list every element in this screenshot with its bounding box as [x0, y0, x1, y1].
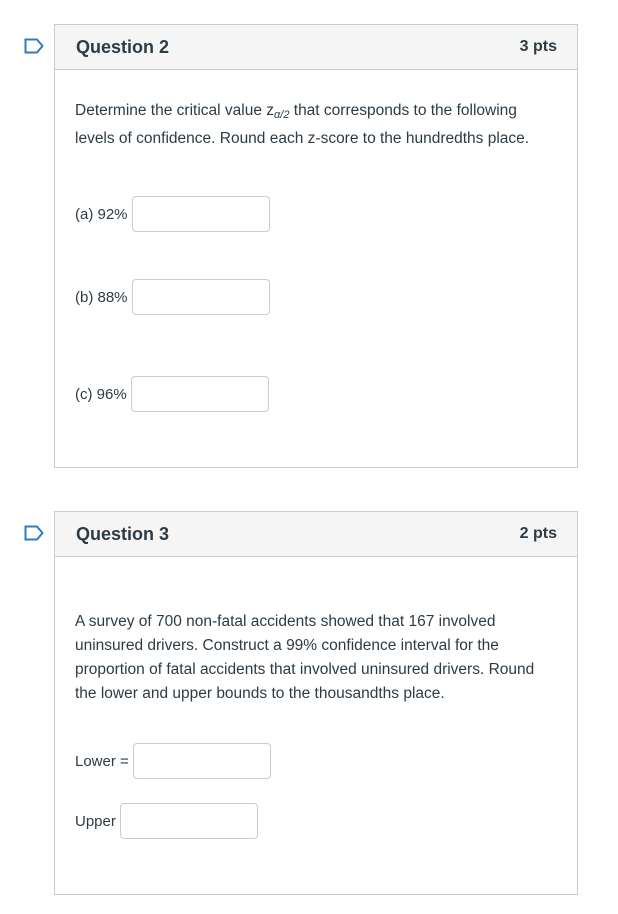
- answer-input-b[interactable]: [132, 279, 270, 315]
- answer-label-upper: Upper: [75, 812, 116, 830]
- question-3-card: [54, 511, 578, 895]
- question-text: Determine the critical value $z_{\alpha/2}$ that corresponds to the following levels of confidence. Round each z-score to the hundredths place.: [75, 102, 530, 147]
- answer-row-a: [75, 196, 270, 232]
- answer-label-b: (b) 88%: [75, 288, 128, 306]
- answer-row-lower: [75, 743, 271, 779]
- question-title: Question 3: [76, 523, 170, 544]
- question-text: A survey of 700 non-fatal accidents showed that 167 involved uninsured drivers. Construct a 99% confidence interval for the proportion of fatal accidents that involved uninsured drivers. Round the lower and upper bounds to the thousandths place.: [75, 613, 535, 702]
- bookmark-flag-icon[interactable]: [24, 525, 44, 541]
- question-2-card: [54, 24, 578, 468]
- answer-input-c[interactable]: [131, 376, 269, 412]
- answer-row-c: [75, 376, 269, 412]
- answer-label-lower: Lower =: [75, 752, 129, 770]
- upper-bound-input[interactable]: [120, 803, 258, 839]
- question-3-header: [55, 512, 577, 557]
- answer-row-b: [75, 279, 270, 315]
- lower-bound-input[interactable]: [133, 743, 271, 779]
- answer-label-a: (a) 92%: [75, 205, 128, 223]
- answer-input-a[interactable]: [132, 196, 270, 232]
- question-title: Question 2: [76, 36, 170, 57]
- bookmark-flag-icon[interactable]: [24, 38, 44, 54]
- answer-row-upper: [75, 803, 258, 839]
- question-2-header: [55, 25, 577, 70]
- answer-label-c: (c) 96%: [75, 385, 127, 403]
- question-points: 3 pts: [519, 38, 557, 55]
- alpha-subscript: α/2: [274, 109, 290, 121]
- question-points: 2 pts: [519, 525, 557, 542]
